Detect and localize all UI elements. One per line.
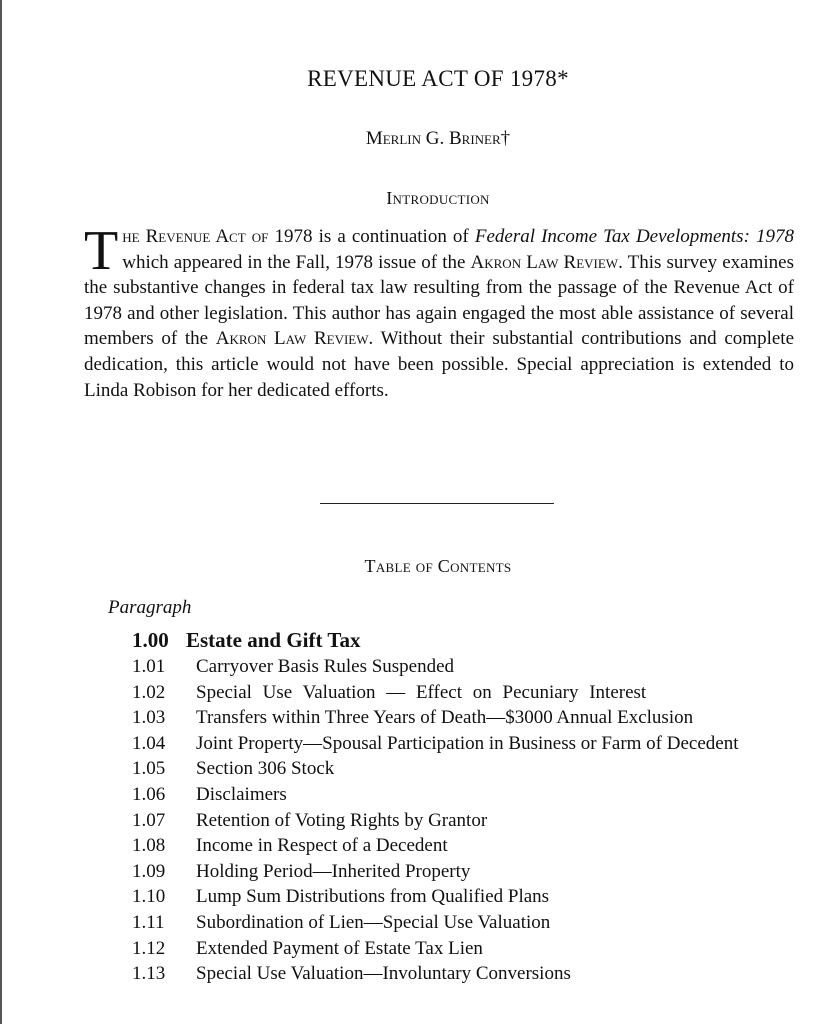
toc-row	[132, 884, 796, 910]
toc-number: 1.04	[132, 732, 166, 754]
section-divider	[320, 503, 554, 504]
introduction-paragraph	[84, 220, 795, 403]
intro-text-3: . This survey examines the substantive changes in federal tax law resulting from the passage of the Revenue Act of 1978 and other legislation. This author has again engaged the most able assistance of several members of the	[84, 251, 794, 350]
intro-text-2: which appeared in the Fall, 1978 issue of the	[122, 251, 471, 273]
toc-major-row	[132, 626, 796, 654]
toc-row	[132, 654, 796, 680]
toc-number: 1.05	[132, 758, 166, 780]
toc-number: 1.09	[132, 860, 166, 882]
toc-major-title: Estate and Gift Tax	[186, 628, 361, 652]
toc-number: 1.11	[132, 911, 165, 933]
introduction-heading: Introduction	[386, 188, 490, 208]
intro-journal-name-1: Akron Law Review	[470, 251, 619, 273]
toc-number: 1.12	[132, 937, 166, 959]
toc-row	[132, 705, 796, 731]
toc-title: Joint Property—Spousal Participation in Business or Farm of Decedent	[196, 732, 739, 754]
toc-number: 1.13	[132, 963, 166, 985]
toc-heading: Table of Contents	[364, 556, 512, 576]
toc-row	[132, 859, 796, 885]
intro-text-1: 1978 is a continuation of	[268, 226, 475, 247]
toc-row	[132, 910, 796, 936]
toc-title: Extended Payment of Estate Tax Lien	[196, 937, 483, 959]
toc-number: 1.06	[132, 783, 166, 805]
toc-title: Transfers within Three Years of Death—$3000 Annual Exclusion	[196, 707, 694, 729]
article-title: REVENUE ACT OF 1978*	[307, 66, 569, 91]
toc-row	[132, 961, 796, 987]
toc-number: 1.07	[132, 809, 166, 831]
toc-title: Special Use Valuation—Involuntary Conversions	[196, 963, 571, 985]
toc-major-number: 1.00	[132, 628, 169, 652]
article-author: Merlin G. Briner†	[365, 128, 511, 149]
toc-title: Holding Period—Inherited Property	[196, 860, 471, 882]
intro-lead-smallcaps: he Revenue Act of	[122, 226, 269, 247]
table-of-contents	[132, 626, 796, 987]
toc-title: Carryover Basis Rules Suspended	[196, 656, 455, 677]
toc-row	[132, 833, 796, 859]
intro-journal-name-2: Akron Law Review	[215, 328, 369, 350]
toc-row	[132, 808, 796, 834]
toc-title: Special Use Valuation — Effect on Pecuniary Interest	[196, 681, 647, 703]
toc-number: 1.08	[132, 835, 166, 857]
toc-row	[132, 936, 796, 962]
toc-paragraph-label: Paragraph	[108, 597, 192, 618]
toc-title: Disclaimers	[196, 783, 287, 805]
toc-title: Section 306 Stock	[196, 758, 335, 780]
toc-number: 1.02	[132, 681, 166, 703]
toc-number: 1.03	[132, 707, 166, 729]
toc-row	[132, 756, 796, 782]
intro-italic-title: Federal Income Tax Developments: 1978	[474, 226, 794, 247]
toc-number: 1.10	[132, 886, 166, 908]
drop-cap: T	[84, 220, 119, 282]
toc-title: Income in Respect of a Decedent	[196, 835, 448, 857]
toc-row	[132, 782, 796, 808]
toc-title: Retention of Voting Rights by Grantor	[196, 809, 488, 831]
intro-text-4: . Without their substantial contributions and complete dedication, this article would not have been possible. Special appreciation is extended to Linda Robison for her dedicated efforts.	[84, 328, 795, 401]
toc-row	[132, 680, 796, 706]
toc-number: 1.01	[132, 656, 166, 677]
toc-title: Subordination of Lien—Special Use Valuation	[196, 911, 551, 933]
toc-title: Lump Sum Distributions from Qualified Plans	[196, 886, 550, 908]
toc-row	[132, 731, 796, 757]
